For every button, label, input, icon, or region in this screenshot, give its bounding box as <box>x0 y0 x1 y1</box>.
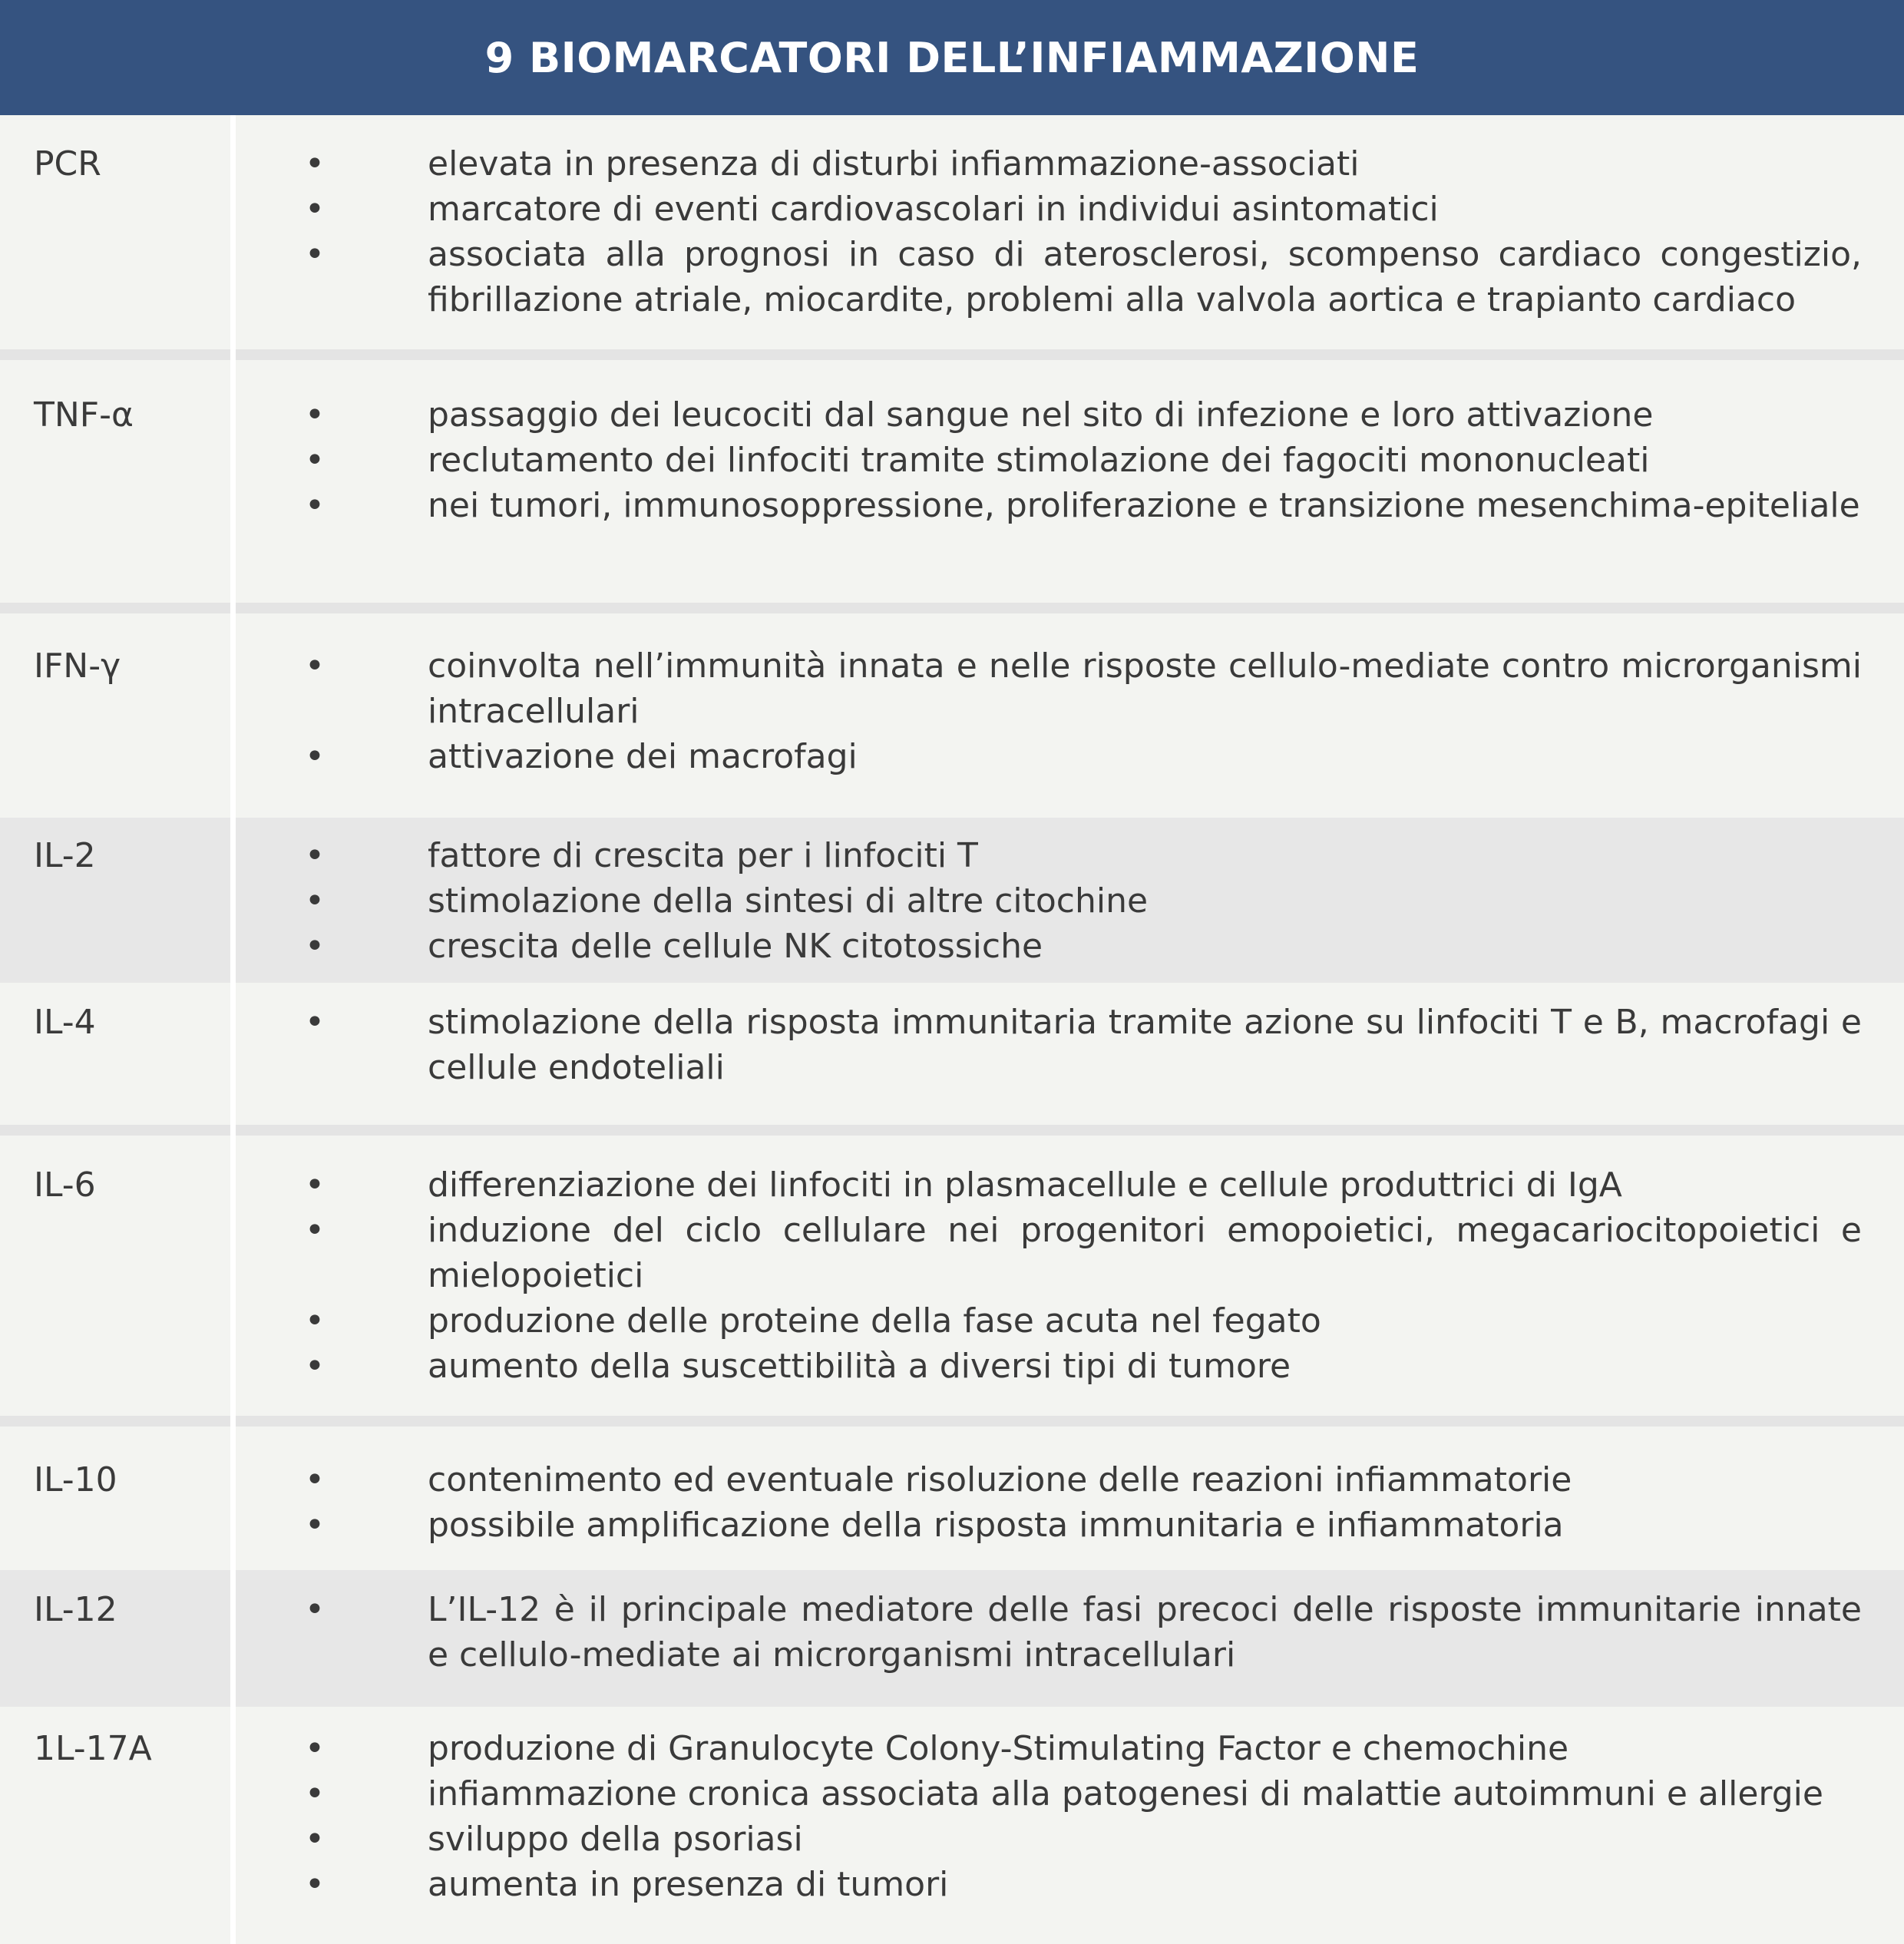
item-text: coinvolta nell’immunità innata e nelle risposte cellulo-mediate contro microrganismi intracellulari <box>428 646 1862 731</box>
item-text: elevata in presenza di disturbi infiammazione-associati <box>428 144 1360 183</box>
list-item <box>303 924 1862 969</box>
list-item <box>303 734 1862 779</box>
row-marker: IL-2 <box>34 836 96 875</box>
row-separator <box>0 349 1904 360</box>
list-item <box>303 1457 1862 1503</box>
item-text: stimolazione della sintesi di altre citochine <box>428 881 1149 921</box>
list-item <box>303 141 1862 187</box>
bullet-list <box>303 1726 1862 1907</box>
row-marker: IL-12 <box>34 1590 117 1629</box>
bullet-dot: • <box>305 1460 325 1499</box>
table-title: 9 BIOMARCATORI DELL’INFIAMMAZIONE <box>484 33 1420 82</box>
list-item <box>303 438 1862 483</box>
item-text: produzione delle proteine della fase acuta nel fegato <box>428 1301 1321 1341</box>
table-row-il-10 <box>0 1427 1904 1570</box>
bullet-dot: • <box>305 441 325 480</box>
list-item <box>303 232 1862 322</box>
bullet-dot: • <box>305 395 325 435</box>
table-row-il-6 <box>0 1136 1904 1416</box>
item-text: fattore di crescita per i linfociti T <box>428 836 978 875</box>
list-item <box>303 1862 1862 1907</box>
bullet-dot: • <box>305 1729 325 1768</box>
list-item <box>303 1000 1862 1090</box>
row-marker: 1L-17A <box>34 1729 152 1768</box>
row-separator <box>0 1416 1904 1427</box>
bullet-dot: • <box>305 881 325 921</box>
bullet-dot: • <box>305 1506 325 1545</box>
list-item <box>303 1817 1862 1862</box>
item-text: reclutamento dei linfociti tramite stimolazione dei fagociti mononucleati <box>428 441 1650 480</box>
item-text: differenziazione dei linfociti in plasmacellule e cellule produttrici di IgA <box>428 1165 1622 1205</box>
bullet-list <box>303 833 1862 969</box>
bullet-list <box>303 141 1862 322</box>
item-text: produzione di Granulocyte Colony-Stimulating Factor e chemochine <box>428 1729 1569 1768</box>
item-text: stimolazione della risposta immunitaria tramite azione su linfociti T e B, macrofagi e cellule endoteliali <box>428 1003 1862 1087</box>
bullet-dot: • <box>305 1347 325 1386</box>
row-marker: PCR <box>34 144 101 183</box>
bullet-dot: • <box>305 235 325 274</box>
item-text: possibile amplificazione della risposta immunitaria e infiammatoria <box>428 1506 1564 1545</box>
item-text: L’IL-12 è il principale mediatore delle fasi precoci delle risposte immunitarie innate e cellulo-mediate ai microrganismi intracellulari <box>428 1590 1862 1675</box>
list-item <box>303 1298 1862 1344</box>
bullet-dot: • <box>305 1590 325 1629</box>
row-separator <box>0 1125 1904 1136</box>
bullet-list <box>303 1587 1862 1678</box>
table-row-pcr <box>0 115 1904 349</box>
list-item <box>303 1726 1862 1771</box>
table-row-il-17a <box>0 1707 1904 1944</box>
item-text: marcatore di eventi cardiovascolari in individui asintomatici <box>428 190 1439 229</box>
item-text: attivazione dei macrofagi <box>428 737 858 776</box>
list-item <box>303 1503 1862 1548</box>
bullet-dot: • <box>305 1820 325 1859</box>
bullet-list <box>303 1000 1862 1090</box>
bullet-dot: • <box>305 836 325 875</box>
list-item <box>303 187 1862 232</box>
bullet-dot: • <box>305 486 325 525</box>
bullet-dot: • <box>305 1865 325 1904</box>
row-marker: IL-6 <box>34 1165 96 1205</box>
bullet-dot: • <box>305 927 325 966</box>
table-row-il-12 <box>0 1570 1904 1707</box>
list-item <box>303 392 1862 438</box>
list-item <box>303 833 1862 878</box>
list-item <box>303 1208 1862 1298</box>
row-marker: TNF-α <box>34 395 134 435</box>
table-header <box>0 0 1904 115</box>
table-row-ifn-gamma <box>0 613 1904 818</box>
bullet-dot: • <box>305 737 325 776</box>
bullet-dot: • <box>305 1003 325 1042</box>
item-text: crescita delle cellule NK citotossiche <box>428 927 1043 966</box>
item-text: contenimento ed eventuale risoluzione delle reazioni infiammatorie <box>428 1460 1572 1499</box>
list-item <box>303 1162 1862 1208</box>
list-item <box>303 1587 1862 1678</box>
item-text: associata alla prognosi in caso di aterosclerosi, scompenso cardiaco congestizio, fibrillazione atriale, miocardite, problemi alla valvola aortica e trapianto cardiaco <box>428 235 1862 319</box>
item-text: aumenta in presenza di tumori <box>428 1865 949 1904</box>
column-divider <box>230 115 236 1944</box>
list-item <box>303 483 1862 528</box>
bullet-dot: • <box>305 1211 325 1250</box>
bullet-list <box>303 1162 1862 1389</box>
table-row-tnf-alpha <box>0 360 1904 603</box>
list-item <box>303 878 1862 924</box>
bullet-dot: • <box>305 1774 325 1813</box>
bullet-dot: • <box>305 1301 325 1341</box>
item-text: passaggio dei leucociti dal sangue nel sito di infezione e loro attivazione <box>428 395 1654 435</box>
item-text: induzione del ciclo cellulare nei progenitori emopoietici, megacariocitopoietici e mielopoietici <box>428 1211 1862 1295</box>
bullet-dot: • <box>305 646 325 686</box>
row-marker: IL-4 <box>34 1003 96 1042</box>
bullet-list <box>303 392 1862 528</box>
row-marker: IFN-γ <box>34 646 121 686</box>
table-row-il-2 <box>0 818 1904 983</box>
bullet-dot: • <box>305 1165 325 1205</box>
row-separator <box>0 603 1904 613</box>
item-text: infiammazione cronica associata alla patogenesi di malattie autoimmuni e allergie <box>428 1774 1823 1813</box>
list-item <box>303 1344 1862 1389</box>
bullet-list <box>303 1457 1862 1548</box>
table-row-il-4 <box>0 983 1904 1125</box>
bullet-list <box>303 643 1862 779</box>
item-text: nei tumori, immunosoppressione, proliferazione e transizione mesenchima-epiteliale <box>428 486 1860 525</box>
bullet-dot: • <box>305 190 325 229</box>
item-text: sviluppo della psoriasi <box>428 1820 803 1859</box>
list-item <box>303 1771 1862 1817</box>
item-text: aumento della suscettibilità a diversi tipi di tumore <box>428 1347 1291 1386</box>
list-item <box>303 643 1862 734</box>
row-marker: IL-10 <box>34 1460 117 1499</box>
bullet-dot: • <box>305 144 325 183</box>
